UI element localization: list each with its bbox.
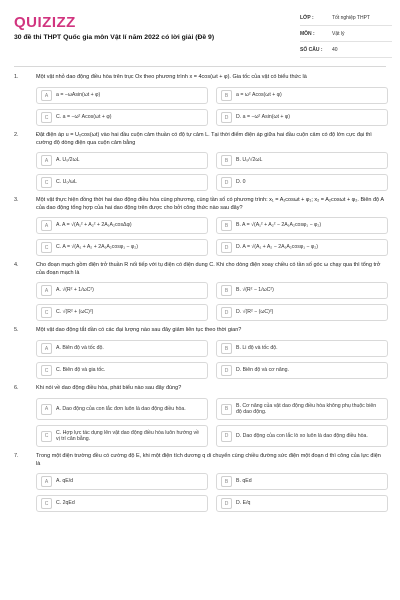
option-letter: A bbox=[41, 343, 52, 354]
option-c[interactable] bbox=[36, 174, 208, 191]
option-letter: C bbox=[41, 112, 52, 123]
option-letter: D bbox=[221, 498, 232, 509]
question-7 bbox=[14, 453, 386, 512]
option-letter: B bbox=[221, 90, 232, 101]
option-text: A. U₀/2ωL bbox=[56, 157, 80, 164]
option-letter: D bbox=[221, 307, 232, 318]
question-number: 4. bbox=[14, 262, 19, 268]
question-text: Cho đoạn mạch gồm điện trở thuần R nối tiếp với tụ điện có điện dung C. Khi cho dòng điện xoay chiều có tần số góc ω chạy qua thì tổng trở của đoạn mạch là bbox=[36, 262, 381, 276]
meta-value: Vật lý bbox=[332, 30, 345, 37]
option-letter: C bbox=[41, 177, 52, 188]
option-text: a = −ωAsin(ωt + φ) bbox=[56, 92, 101, 99]
option-text: B. Li độ và tốc độ. bbox=[236, 345, 278, 352]
option-text: C. Biên độ và gia tốc. bbox=[56, 367, 106, 374]
option-d[interactable] bbox=[216, 239, 388, 256]
option-c[interactable] bbox=[36, 239, 208, 256]
question-text: Một vật dao động tắt dần có các đại lượng nào sau đây giảm liên tục theo thời gian? bbox=[36, 327, 242, 333]
question-1 bbox=[14, 74, 386, 126]
option-letter: A bbox=[41, 476, 52, 487]
option-b[interactable] bbox=[216, 282, 388, 299]
option-b[interactable] bbox=[216, 152, 388, 169]
option-a[interactable] bbox=[36, 340, 208, 357]
question-6 bbox=[14, 385, 386, 447]
option-letter: C bbox=[41, 365, 52, 376]
question-number: 6. bbox=[14, 385, 19, 391]
option-c[interactable] bbox=[36, 304, 208, 321]
question-2 bbox=[14, 132, 386, 191]
question-number: 2. bbox=[14, 132, 19, 138]
question-5 bbox=[14, 327, 386, 379]
option-text: D. Biên độ và cơ năng. bbox=[236, 367, 290, 374]
option-text: A. Biên độ và tốc độ. bbox=[56, 345, 104, 352]
option-letter: B bbox=[221, 476, 232, 487]
question-number: 7. bbox=[14, 453, 19, 459]
option-b[interactable] bbox=[216, 340, 388, 357]
question-text: Khi nói về dao động điều hòa, phát biểu nào sau đây đúng? bbox=[36, 385, 182, 391]
question-3 bbox=[14, 197, 386, 256]
option-text: C. 2qEd bbox=[56, 500, 75, 507]
option-a[interactable] bbox=[36, 152, 208, 169]
question-text: Một vật nhỏ dao động điều hòa trên trục Ox theo phương trình x = 4cos(ωt + φ). Gia tốc của vật có biểu thức là bbox=[36, 74, 307, 80]
question-text: Trong một điện trường đều có cường độ E, khi một điện tích dương q di chuyển cùng chiều đường sức điện một đoạn d thì công của lực điện là bbox=[36, 453, 381, 467]
option-text: B. √(R² − 1/ωC²) bbox=[236, 287, 274, 294]
option-grid bbox=[36, 398, 386, 447]
meta-value: 40 bbox=[332, 46, 338, 53]
option-letter: C bbox=[41, 307, 52, 318]
option-text: C. U₀/ωL bbox=[56, 179, 77, 186]
option-letter: D bbox=[221, 242, 232, 253]
meta-label: MÔN : bbox=[300, 30, 315, 37]
option-d[interactable] bbox=[216, 362, 388, 379]
option-letter: C bbox=[41, 498, 52, 509]
option-text: D. E/q bbox=[236, 500, 251, 507]
option-text: C. A = √(A₁ + A₂ + 2A₁A₂cosφ₁ − φ₂) bbox=[56, 244, 138, 251]
option-d[interactable] bbox=[216, 174, 388, 191]
option-letter: A bbox=[41, 155, 52, 166]
option-d[interactable] bbox=[216, 109, 388, 126]
option-letter: A bbox=[41, 90, 52, 101]
option-c[interactable] bbox=[36, 425, 208, 447]
option-a[interactable] bbox=[36, 398, 208, 420]
document-title: 30 đề thi THPT Quốc gia môn Vật lí năm 2022 có lời giải (Đề 9) bbox=[14, 34, 215, 41]
option-grid bbox=[36, 152, 386, 191]
meta-table bbox=[300, 10, 392, 58]
question-text: Một vật thực hiện đồng thời hai dao động điều hòa cùng phương, cùng tần số có phương trình: x₁ = A₁cosωt + φ₁; x₂ = A₂cosωt + φ₂. Biên độ A của dao động tổng hợp của hai dao động trên được cho bởi công thức nào sau đây? bbox=[36, 197, 384, 211]
option-text: C. a = −ω² Acos(ωt + φ) bbox=[56, 114, 112, 121]
option-text: D. a = −ω² Asin(ωt + φ) bbox=[236, 114, 290, 121]
option-b[interactable] bbox=[216, 473, 388, 490]
option-letter: A bbox=[41, 404, 52, 415]
quizizz-logo: QUIZIZZ bbox=[14, 14, 76, 31]
option-c[interactable] bbox=[36, 362, 208, 379]
option-d[interactable] bbox=[216, 425, 388, 447]
option-letter: C bbox=[41, 242, 52, 253]
option-b[interactable] bbox=[216, 87, 388, 104]
meta-row-count bbox=[300, 42, 392, 58]
option-letter: D bbox=[221, 365, 232, 376]
option-b[interactable] bbox=[216, 217, 388, 234]
option-text: D. A = √(A₁ + A₂ − 2A₁A₂cosφ₁ − φ₂) bbox=[236, 244, 318, 251]
option-letter: D bbox=[221, 112, 232, 123]
option-letter: B bbox=[221, 343, 232, 354]
option-grid bbox=[36, 340, 386, 379]
option-letter: B bbox=[221, 220, 232, 231]
option-letter: B bbox=[221, 285, 232, 296]
option-letter: B bbox=[221, 155, 232, 166]
header-divider bbox=[14, 66, 386, 67]
option-d[interactable] bbox=[216, 495, 388, 512]
option-grid bbox=[36, 282, 386, 321]
option-text: C. √(R² + (ωC)²) bbox=[56, 309, 94, 316]
option-letter: C bbox=[41, 431, 52, 442]
option-text: D. Dao động của con lắc lò xo luôn là dao động điều hòa. bbox=[236, 432, 368, 439]
option-d[interactable] bbox=[216, 304, 388, 321]
question-text: Đặt điện áp u = U₀cos(ωt) vào hai đầu cuộn cảm thuần có độ tự cảm L. Tại thời điểm điện áp giữa hai đầu cuộn cảm có độ lớn cực đại thì cường độ dòng điện qua cuộn cảm bằng bbox=[36, 132, 372, 146]
option-text: A. qE/d bbox=[56, 478, 74, 485]
option-text: B. qEd bbox=[236, 478, 252, 485]
option-c[interactable] bbox=[36, 109, 208, 126]
question-number: 1. bbox=[14, 74, 19, 80]
meta-label: LỚP : bbox=[300, 14, 314, 21]
option-grid bbox=[36, 87, 386, 126]
option-letter: B bbox=[221, 404, 232, 415]
option-letter: D bbox=[221, 431, 232, 442]
question-number: 3. bbox=[14, 197, 19, 203]
option-text: a = ω² Acos(ωt + φ) bbox=[236, 92, 282, 99]
meta-row-class bbox=[300, 10, 392, 26]
question-list bbox=[14, 74, 386, 518]
option-text: A. Dao động của con lắc đơn luôn là dao động điều hòa. bbox=[56, 405, 186, 412]
question-4 bbox=[14, 262, 386, 321]
option-text: D. 0 bbox=[236, 179, 246, 186]
option-text: C. Hợp lực tác dụng lên vật dao động điều hòa luôn hướng về vị trí cân bằng. bbox=[56, 429, 199, 442]
meta-value: Tốt nghiệp THPT bbox=[332, 14, 370, 21]
option-a[interactable] bbox=[36, 282, 208, 299]
meta-label: SỐ CÂU : bbox=[300, 46, 323, 53]
option-a[interactable] bbox=[36, 87, 208, 104]
option-text: B. A = √(A₁² + A₂² − 2A₁A₂cosφ₁ − φ₂) bbox=[236, 222, 322, 229]
meta-row-subject bbox=[300, 26, 392, 42]
option-letter: D bbox=[221, 177, 232, 188]
option-letter: A bbox=[41, 220, 52, 231]
option-grid bbox=[36, 473, 386, 512]
option-c[interactable] bbox=[36, 495, 208, 512]
option-a[interactable] bbox=[36, 217, 208, 234]
option-a[interactable] bbox=[36, 473, 208, 490]
option-grid bbox=[36, 217, 386, 256]
option-text: B. Cơ năng của vật dao động điều hòa không phụ thuộc biên độ dao động. bbox=[236, 402, 377, 415]
option-letter: A bbox=[41, 285, 52, 296]
option-text: A. √(R² + 1/ωC²) bbox=[56, 287, 94, 294]
option-text: D. √(R² − (ωC)²) bbox=[236, 309, 274, 316]
option-text: B. U₀/√2ωL bbox=[236, 157, 263, 164]
question-number: 5. bbox=[14, 327, 19, 333]
option-b[interactable] bbox=[216, 398, 388, 420]
option-text: A. A = √(A₁² + A₂² + 2A₁A₂cosΔφ) bbox=[56, 222, 132, 229]
